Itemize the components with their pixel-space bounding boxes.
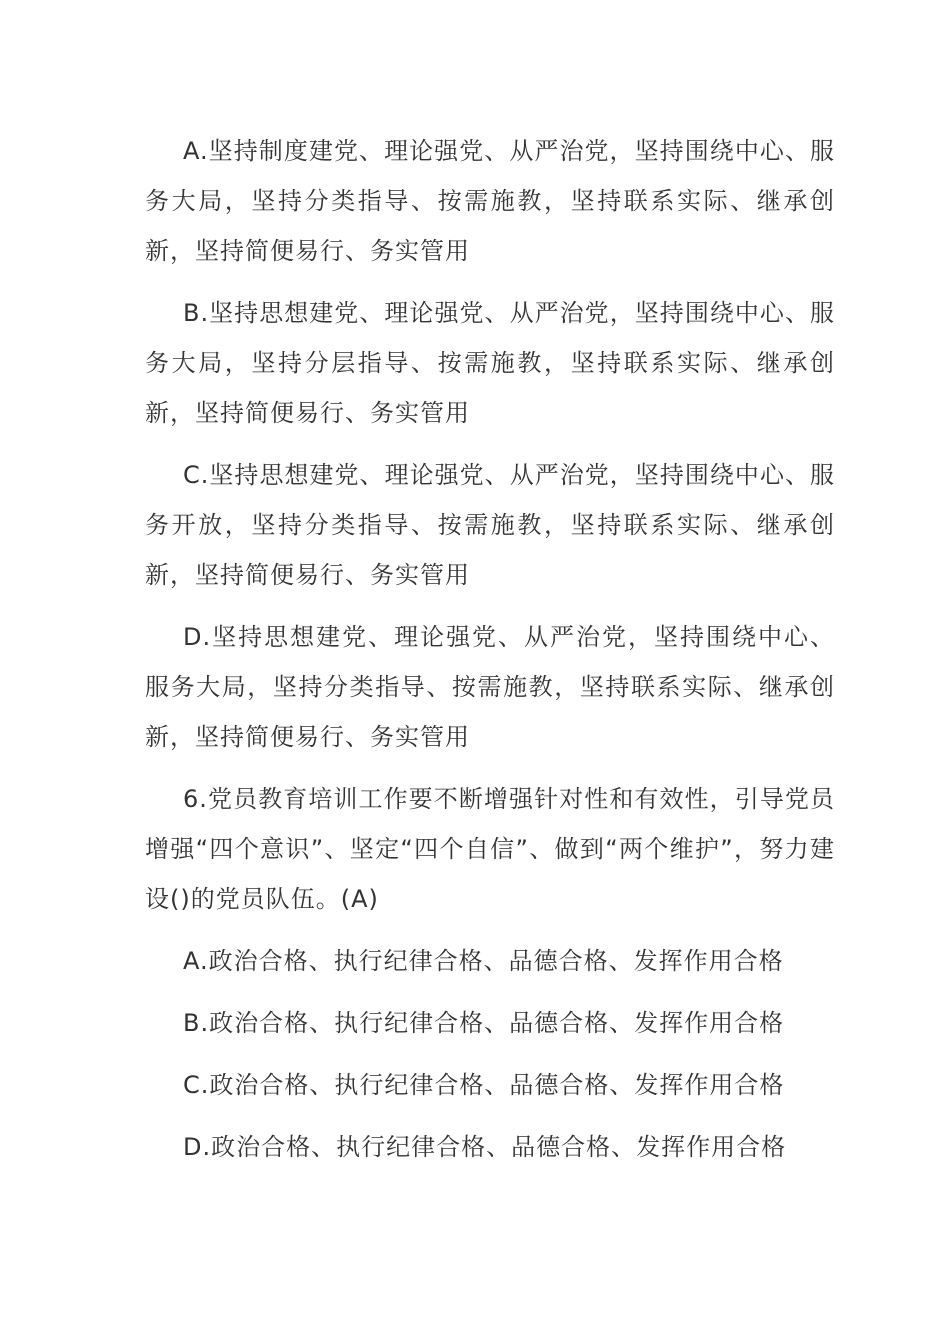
q6-option-a: A.政治合格、执行纪律合格、品德合格、发挥作用合格 bbox=[183, 947, 784, 975]
option-d-paragraph: D.坚持思想建党、理论强党、从严治党，坚持围绕中心、服务大局，坚持分类指导、按需施教，坚持联系实际、继承创新，坚持简便易行、务实管用 bbox=[145, 623, 835, 751]
question-6-paragraph: 6.党员教育培训工作要不断增强针对性和有效性，引导党员增强“四个意识”、坚定“四个自信”、做到“两个维护”，努力建设()的党员队伍。(A) bbox=[145, 785, 835, 913]
q6-option-d: D.政治合格、执行纪律合格、品德合格、发挥作用合格 bbox=[183, 1133, 787, 1161]
option-b-paragraph: B.坚持思想建党、理论强党、从严治党，坚持围绕中心、服务大局，坚持分层指导、按需施教，坚持联系实际、继承创新，坚持简便易行、务实管用 bbox=[145, 299, 835, 427]
option-c-paragraph: C.坚持思想建党、理论强党、从严治党，坚持围绕中心、服务开放，坚持分类指导、按需施教，坚持联系实际、继承创新，坚持简便易行、务实管用 bbox=[145, 461, 835, 589]
option-a-paragraph: A.坚持制度建党、理论强党、从严治党，坚持围绕中心、服务大局，坚持分类指导、按需施教，坚持联系实际、继承创新，坚持简便易行、务实管用 bbox=[145, 137, 835, 265]
document-body bbox=[145, 126, 835, 1184]
q6-option-c: C.政治合格、执行纪律合格、品德合格、发挥作用合格 bbox=[183, 1071, 785, 1099]
q6-option-b: B.政治合格、执行纪律合格、品德合格、发挥作用合格 bbox=[183, 1009, 785, 1037]
